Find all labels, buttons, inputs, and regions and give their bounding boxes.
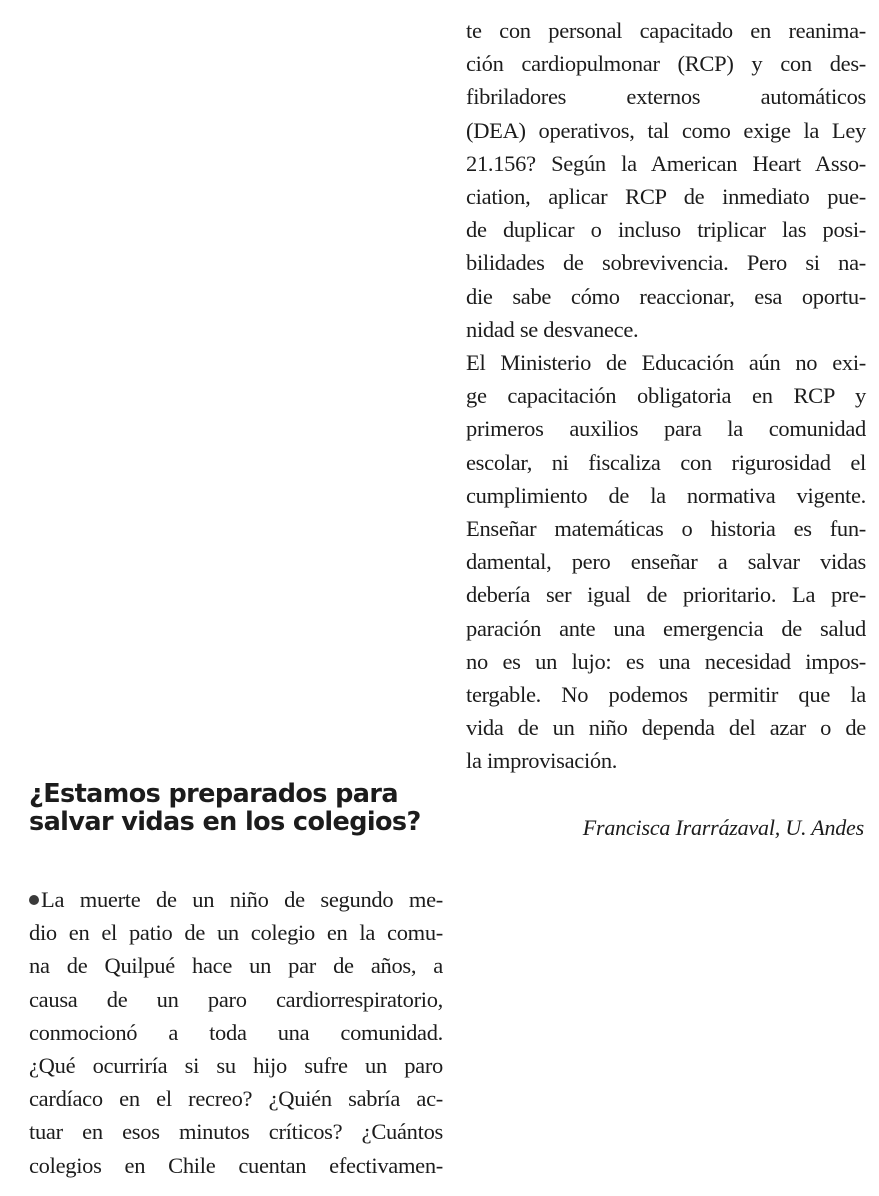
body-line: debería ser igual de prioritario. La pre-: [466, 582, 866, 608]
body-line: Enseñar matemáticas o historia es fun-: [466, 516, 866, 542]
body-line: fibriladores externos automáticos: [466, 84, 866, 110]
body-line: na de Quilpué hace un par de años, a: [29, 953, 443, 979]
body-line: paración ante una emergencia de salud: [466, 615, 866, 641]
body-line: nidad se desvanece.: [466, 316, 639, 342]
body-line: (DEA) operativos, tal como exige la Ley: [466, 117, 866, 143]
body-line: cardíaco en el recreo? ¿Quién sabría ac-: [29, 1086, 443, 1112]
body-line: vida de un niño dependa del azar o de: [466, 715, 866, 741]
body-line: cumplimiento de la normativa vigente.: [466, 482, 866, 508]
headline-line: ¿Estamos preparados para: [29, 779, 398, 809]
body-line: die sabe cómo reaccionar, esa oportu-: [466, 283, 866, 309]
body-line: tergable. No podemos permitir que la: [466, 682, 866, 708]
body-line: colegios en Chile cuentan efectivamen-: [29, 1152, 443, 1178]
body-line: tuar en esos minutos críticos? ¿Cuántos: [29, 1119, 443, 1145]
body-line: causa de un paro cardiorrespiratorio,: [29, 986, 443, 1012]
body-line: escolar, ni fiscaliza con rigurosidad el: [466, 449, 866, 475]
body-line: 21.156? Según la American Heart Asso-: [466, 150, 866, 176]
body-line: de duplicar o incluso triplicar las posi-: [466, 217, 866, 243]
body-line: primeros auxilios para la comunidad: [466, 416, 866, 442]
body-line: no es un lujo: es una necesidad impos-: [466, 648, 866, 674]
body-line-text: La muerte de un niño de segundo me-: [41, 887, 443, 912]
body-line: damental, pero enseñar a salvar vidas: [466, 549, 866, 575]
body-line: El Ministerio de Educación aún no exi-: [466, 350, 866, 376]
body-line: ¿Qué ocurriría si su hijo sufre un paro: [29, 1053, 443, 1079]
body-line: ción cardiopulmonar (RCP) y con des-: [466, 51, 866, 77]
body-line-first: [29, 883, 443, 916]
author-signature: Francisca Irarrázaval, U. Andes: [582, 815, 864, 840]
body-line: ciation, aplicar RCP de inmediato pue-: [466, 184, 866, 210]
bullet-icon: [29, 895, 39, 905]
body-line: la improvisación.: [466, 748, 618, 774]
body-line: dio en el patio de un colegio en la comu-: [29, 920, 443, 946]
body-line: conmocionó a toda una comunidad.: [29, 1019, 443, 1045]
body-line: te con personal capacitado en reanima-: [466, 18, 866, 43]
body-line: bilidades de sobrevivencia. Pero si na-: [466, 250, 866, 276]
article-headline: [29, 780, 449, 836]
body-line: ge capacitación obligatoria en RCP y: [466, 383, 866, 409]
article-body-left-column: [29, 883, 443, 1182]
article-body-right-column: [466, 14, 866, 778]
headline-line: salvar vidas en los colegios?: [29, 807, 421, 837]
